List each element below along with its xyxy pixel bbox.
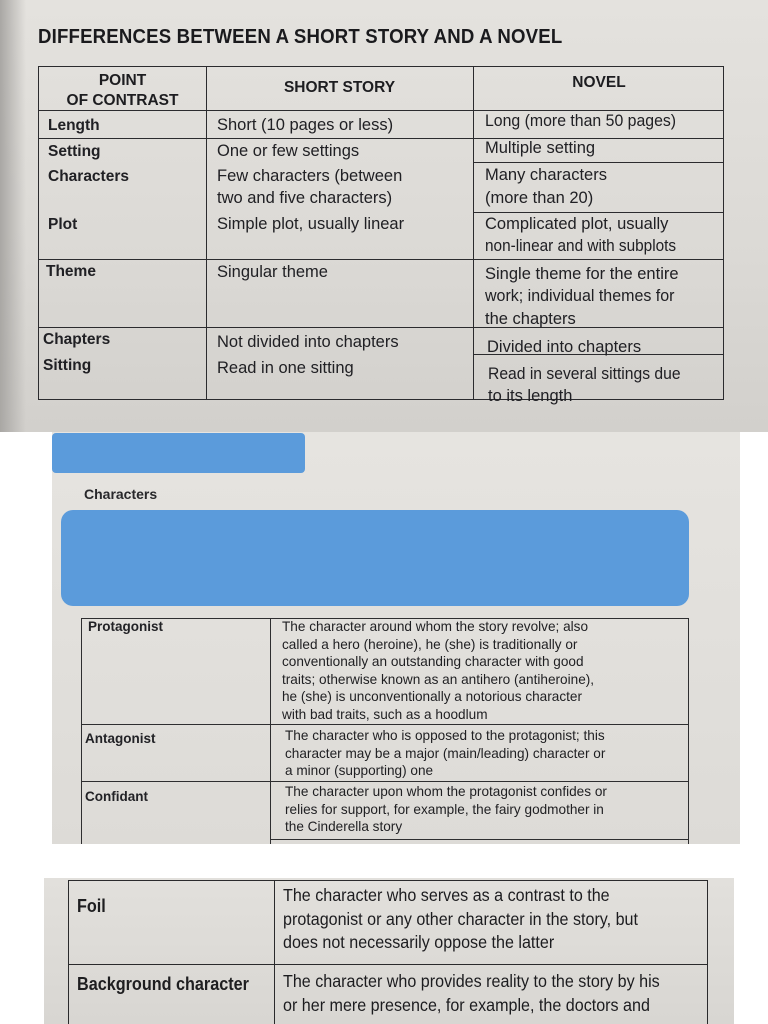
desc-line: The character who is opposed to the protagonist; this <box>285 728 605 743</box>
row-point-sitting: Sitting <box>43 357 92 374</box>
novel-theme-line: work; individual themes for <box>485 287 675 305</box>
row-divider <box>82 724 688 725</box>
column-divider <box>473 67 474 399</box>
desc-line: relies for support, for example, the fairy godmother in <box>285 801 604 817</box>
redaction-box <box>52 433 305 473</box>
short-story-theme: Singular theme <box>217 263 328 281</box>
novel-theme-line: Single theme for the entire <box>485 265 679 283</box>
desc-antagonist <box>285 727 677 780</box>
comparison-page <box>0 0 768 432</box>
header-line: POINT <box>98 72 147 89</box>
novel-chapters: Divided into chapters <box>487 338 642 356</box>
desc-line: conventionally an outstanding character with good <box>282 654 584 670</box>
row-point-length: Length <box>48 117 100 134</box>
desc-foil <box>283 884 697 955</box>
row-divider <box>39 259 723 260</box>
row-divider <box>270 839 688 840</box>
desc-line: The character who serves as a contrast to the <box>283 885 610 905</box>
novel-characters-line: Many characters <box>485 166 607 184</box>
row-point-plot: Plot <box>48 216 78 233</box>
row-divider <box>39 327 723 328</box>
desc-line: character may be a major (main/leading) character or <box>285 745 606 761</box>
row-divider <box>82 781 688 782</box>
desc-line: with bad traits, such as a hoodlum <box>282 706 488 722</box>
row-point-characters: Characters <box>48 168 129 185</box>
desc-line: he (she) is unconventionally a notorious character <box>282 689 582 705</box>
row-point-theme: Theme <box>46 263 96 280</box>
column-divider <box>274 880 275 1024</box>
desc-line: or her mere presence, for example, the doctors and <box>283 994 650 1015</box>
characters-heading: Characters <box>84 486 158 502</box>
short-story-length: Short (10 pages or less) <box>217 116 394 134</box>
short-story-setting: One or few settings <box>217 142 360 160</box>
foil-page <box>44 878 734 1024</box>
header-novel: NOVEL <box>572 74 626 91</box>
column-divider <box>270 619 271 844</box>
row-divider <box>39 138 723 139</box>
desc-protagonist <box>282 618 674 724</box>
page-shadow <box>0 0 26 432</box>
desc-line: called a hero (heroine), he (she) is traditionally or <box>282 636 578 652</box>
characters-page <box>52 432 740 844</box>
novel-sitting-line: to its length <box>488 387 573 405</box>
header-point-of-contrast <box>39 71 206 111</box>
header-line: OF CONTRAST <box>66 92 179 109</box>
term-background-character: Background character <box>77 974 249 994</box>
row-divider <box>473 162 723 163</box>
novel-characters-line: (more than 20) <box>485 189 594 207</box>
character-types-table-continued <box>68 880 708 1024</box>
novel-plot-line: Complicated plot, usually <box>485 215 669 233</box>
comparison-table <box>38 66 724 405</box>
short-story-characters-line: Few characters (between <box>217 167 403 185</box>
row-divider <box>69 964 707 965</box>
redaction-box <box>61 510 689 606</box>
novel-theme-line: the chapters <box>485 310 576 328</box>
desc-line: The character who provides reality to the story by his <box>283 971 660 991</box>
desc-line: does not necessarily oppose the latter <box>283 932 555 952</box>
desc-line: protagonist or any other character in the story, but <box>283 908 638 929</box>
desc-line: The character upon whom the protagonist confides or <box>285 784 607 799</box>
desc-background-character <box>283 970 697 1017</box>
desc-line: a minor (supporting) one <box>285 763 434 779</box>
novel-setting: Multiple setting <box>485 139 596 157</box>
novel-length: Long (more than 50 pages) <box>485 112 677 130</box>
term-confidant: Confidant <box>85 789 148 804</box>
row-point-setting: Setting <box>48 143 101 160</box>
column-divider <box>206 67 207 399</box>
desc-line: traits; otherwise known as an antihero (antiheroine), <box>282 671 595 687</box>
header-short-story: SHORT STORY <box>283 79 396 96</box>
term-antagonist: Antagonist <box>85 731 156 746</box>
novel-sitting-line: Read in several sittings due <box>488 365 681 383</box>
novel-plot-line: non-linear and with subplots <box>485 237 677 255</box>
short-story-sitting: Read in one sitting <box>217 359 354 377</box>
desc-line: the Cinderella story <box>285 819 403 835</box>
term-protagonist: Protagonist <box>88 619 164 634</box>
row-point-chapters: Chapters <box>43 331 111 348</box>
desc-confidant <box>285 783 677 836</box>
short-story-characters-line: two and five characters) <box>217 189 393 207</box>
character-types-table <box>81 618 689 844</box>
row-divider <box>69 880 707 881</box>
term-foil: Foil <box>77 896 106 916</box>
short-story-chapters: Not divided into chapters <box>217 333 399 351</box>
comparison-title: DIFFERENCES BETWEEN A SHORT STORY AND A NOVEL <box>38 26 563 48</box>
desc-line: The character around whom the story revolve; also <box>282 619 589 634</box>
short-story-plot: Simple plot, usually linear <box>217 215 405 233</box>
